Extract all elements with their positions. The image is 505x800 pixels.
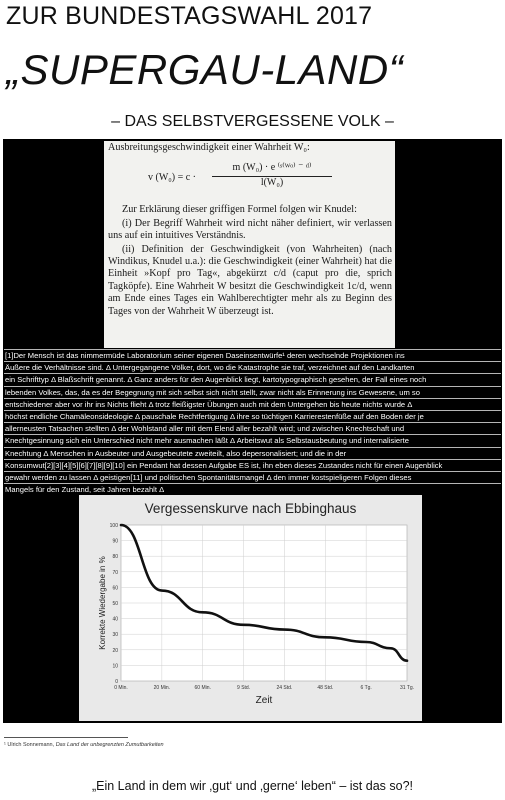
y-tick-label: 50 <box>112 601 118 607</box>
y-tick-label: 90 <box>112 538 118 545</box>
formula-denominator: l(W₀) <box>260 176 284 188</box>
y-tick-label: 10 <box>112 663 118 670</box>
footnote-marker: ¹ <box>4 742 6 748</box>
y-tick-label: 30 <box>112 632 118 639</box>
chart-title: Vergessenskurve nach Ebbinghaus <box>144 501 357 516</box>
body-line: höchst endliche Chamäleonsideologie Δ pauschale Rechtfertigung Δ ihre so tüchtigen Karrierestenfüße auf den Boden der je <box>4 410 501 422</box>
y-tick-label: 40 <box>112 616 118 623</box>
y-tick-label: 0 <box>115 679 118 685</box>
formula-fraction <box>212 162 332 189</box>
body-line: [1]Der Mensch ist das nimmermüde Laboratorium seiner eigenen Daseinsentwürfe¹ deren wechselnde Projektionen ins <box>4 349 501 361</box>
subtitle: – DAS SELBSTVERGESSENE VOLK – <box>111 113 394 130</box>
body-line: lebenden Volkes, das, da es der Begegnung mit sich selbst sich nicht stellt, zwar nicht als Erinnerung ins Gewesene, um so <box>4 386 501 398</box>
x-tick-label: 60 Min. <box>194 685 211 691</box>
formula-numerator: m (W₀) · e ⁽ˢ⁽ᵂᵒ⁾ ⁻ ᵈ⁾ <box>212 162 332 176</box>
scan-paragraph-1: Zur Erklärung dieser griffigen Formel folgen wir Knudel: <box>122 204 357 216</box>
bottom-quote: „Ein Land in dem wir ‚gut‘ und ‚gerne‘ leben“ – ist das so?! <box>91 779 413 793</box>
x-tick-label: 20 Min. <box>153 685 171 691</box>
body-line: ein Schrifttyp Δ Blaßschrift genannt. Δ Ganz anders für den Augenblick liegt, kartotypographisch gesehen, der Fall eines noch <box>4 373 501 385</box>
top-title: ZUR BUNDESTAGSWAHL 2017 <box>6 2 373 30</box>
body-line: Knechtgesinnung sich ein Unterschied nicht mehr ausmachen läßt Δ Arbeitswut als Selbstausbeutung und internalisierte <box>4 434 501 446</box>
body-line: Konsumwut[2][3][4][5][6][7][8][9][10] ein Pendant hat dessen Aufgabe ES ist, ihn eben dieses Zustandes nicht für einen Augenblick <box>4 459 501 471</box>
body-line: allerneusten Tatsachen stellten Δ der Wohlstand aller mit dem Elend aller bezahlt wird; und zwischen Knechtschaft und <box>4 422 501 434</box>
y-tick-label: 100 <box>109 523 118 529</box>
footnote-work: Das Land der unbegrenzten Zumutbarkeiten <box>55 742 164 748</box>
body-line: entschiedener aber vor ihr ins Nichts flieht Δ trotz fleißigster Übungen auch mit dem Untergehen bis heute nichts wurde Δ <box>4 398 501 410</box>
x-tick-label: 24 Std. <box>276 685 293 691</box>
forgetting-curve-chart <box>79 495 422 721</box>
x-tick-label: 48 Std. <box>317 685 334 691</box>
footnote-author: Ulrich Sonnemann, <box>7 742 55 748</box>
footnote <box>4 742 164 748</box>
main-title: „SUPERGAU-LAND“ <box>6 46 404 93</box>
body-line: Mangels für den Zustand, seit Jahren bezahlt Δ <box>4 483 501 495</box>
scan-intro: Ausbreitungsgeschwindigkeit einer Wahrheit W₀: <box>108 142 310 153</box>
body-line: Äußere die Verhältnisse sind. Δ Untergegangene Völker, dort, wo die Katastrophe sie traf, verzeichnet auf den Landkarten <box>4 361 501 373</box>
x-tick-label: 9 Std. <box>237 685 251 691</box>
y-tick-label: 60 <box>112 585 118 592</box>
body-text <box>4 349 501 495</box>
x-tick-label: 6 Tg. <box>360 685 372 691</box>
x-axis-label: Zeit <box>255 695 273 706</box>
y-axis-label: Korrekte Wiedergabe in % <box>98 556 107 650</box>
footnote-rule <box>4 737 128 738</box>
body-line: gewahr werden zu lassen Δ geistigen[11] und politischen Spontanitätsmangel Δ den immer kostspieligeren Folgen dieses <box>4 471 501 483</box>
scan-paragraph-2: (i) Der Begriff Wahrheit wird nicht näher definiert, wir verlassen uns auf ein intuitives Verständnis. <box>108 217 392 242</box>
x-tick-label: 31 Tg. <box>399 685 415 691</box>
chart-svg <box>79 495 422 721</box>
y-tick-label: 70 <box>112 569 118 576</box>
formula-lhs: v (W₀) = c · <box>148 172 196 184</box>
scan-paragraph-3: (ii) Definition der Geschwindigkeit (von Wahrheiten) (nach Windikus, Knudel u.a.): die Geschwindigkeit (einer Wahrheit) hat die Einheit »Kopf pro Tag«, abgekürzt c/d (caput pro die, sprich Tagköpfe). Eine Wahrheit W besitzt die Geschwindigkeit 1c/d, wenn am Ende eines Tages ein Wahlberechtigter mehr als zu Beginn des Tages von der Wahrheit W überzeugt ist. <box>108 243 392 317</box>
x-tick-label: 0 Min. <box>114 685 128 691</box>
body-line: Knechtung Δ Menschen in Ausbeuter und Ausgebeutete zweiteilt, also depersonalisiert; und die in der <box>4 447 501 459</box>
y-tick-label: 80 <box>112 554 118 561</box>
y-tick-label: 20 <box>112 647 118 654</box>
truth-speed-formula <box>108 162 392 196</box>
scanned-text <box>108 142 392 319</box>
